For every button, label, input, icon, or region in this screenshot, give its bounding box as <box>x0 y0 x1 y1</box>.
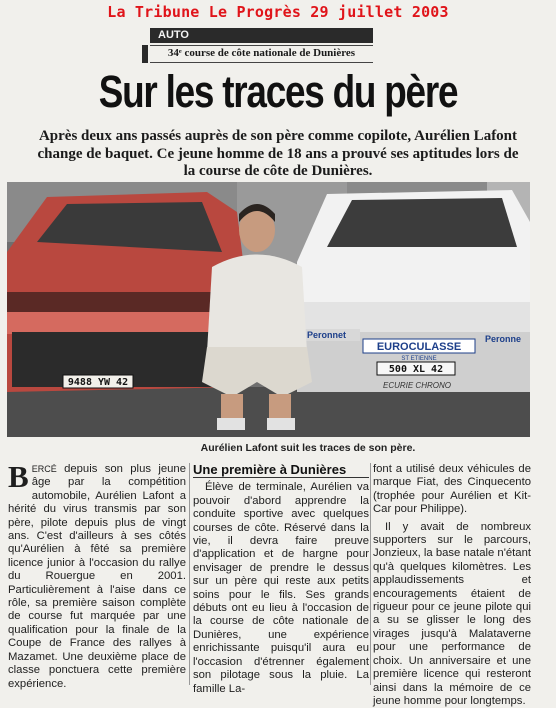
drop-cap: B <box>8 459 29 494</box>
column-2 <box>193 463 369 696</box>
sponsor-euroculasse: EUROCULASSE <box>376 341 462 353</box>
masthead-date: La Tribune Le Progrès 29 juillet 2003 <box>107 3 449 21</box>
left-plate: 9488 YW 42 <box>67 377 129 388</box>
kicker: 34ᵉ course de côte nationale de Dunières <box>150 45 373 63</box>
kicker-mark <box>142 45 148 63</box>
photo-caption: Aurélien Lafont suit les traces de son père. <box>200 442 416 454</box>
column-1 <box>8 459 186 691</box>
column-3 <box>373 463 531 708</box>
sponsor-peronnet: Peronnet <box>307 330 347 340</box>
team-name: ECURIE CHRONO <box>382 381 452 390</box>
right-plate: 500 XL 42 <box>388 364 444 375</box>
col2-text: Élève de terminale, Aurélien va pouvoir d'abord apprendre la conduite sportive avec quelques courses de côte. Réservé dans la vie, il devra faire preuve d'application et de hargne pour envisager de prendre le dessus sur un père qui reste aux petits soins pour le fils. Ses grands débuts ont eu lieu à l'occasion de la course de côte nationale de Dunières, une expérience enrichissante puisqu'il aura eu l'occasion d'étrenner également son pilotage sous la pluie. La famille La- <box>193 481 369 695</box>
section-rubric: AUTO <box>150 28 373 43</box>
col3-para-2: Il y avait de nombreux supporters sur le parcours, Jonzieux, la base natale n'étant qu'à quelques kilomètres. Les applaudissements et encouragements étaient de rigueur pour ce jeune pilote qui a su se glisser le long des virages jusqu'à Malataverne pour une performance de choix. Un anniversaire et une première licence qui resteront ainsi dans la mémoire de ce jeune homme pour longtemps. <box>373 520 531 707</box>
person-shirt <box>207 255 307 353</box>
sponsor-peronnet-2: Peronne <box>485 334 522 344</box>
col1-text: depuis son plus jeune âge par la compétition automobile, Aurélien Lafont a hérité du virus transmis par son père, pilote depuis plus de vingt ans. C'est d'ailleurs à ses côtés qu'Aurélien à fêté sa première licence junior à l'occasion du rallye du Rouergue en 2001. Particulièrement à l'aise dans ce rôle, sa première saison complète de course fut marquée par une qualification pour la finale de la Coupe de France des rallyes à Mazamet. Une deuxième place de classe ponctuera cette première expérience. <box>8 463 186 690</box>
paragraph <box>8 459 186 691</box>
headline: Sur les traces du père <box>98 66 458 117</box>
column-rule <box>189 463 190 685</box>
lead-paragraph: Après deux ans passés auprès de son père comme copilote, Aurélien Lafont change de baquet. Ce jeune homme de 18 ans a prouvé ses aptitudes lors de la course de côte de Dunières. <box>37 128 519 179</box>
col3-para-1: font a utilisé deux véhicules de marque Fiat, des Cinquecento (trophée pour Aurélien et Kit-Car pour Philippe). <box>373 463 531 516</box>
photo <box>7 182 530 437</box>
subheading: Une première à Dunières <box>193 463 369 478</box>
column-rule <box>370 463 371 685</box>
photo-illustration <box>7 182 530 437</box>
dropcap-rest: ERCÉ <box>31 464 57 474</box>
euroculasse-city: ST ETIENNE <box>401 356 437 362</box>
